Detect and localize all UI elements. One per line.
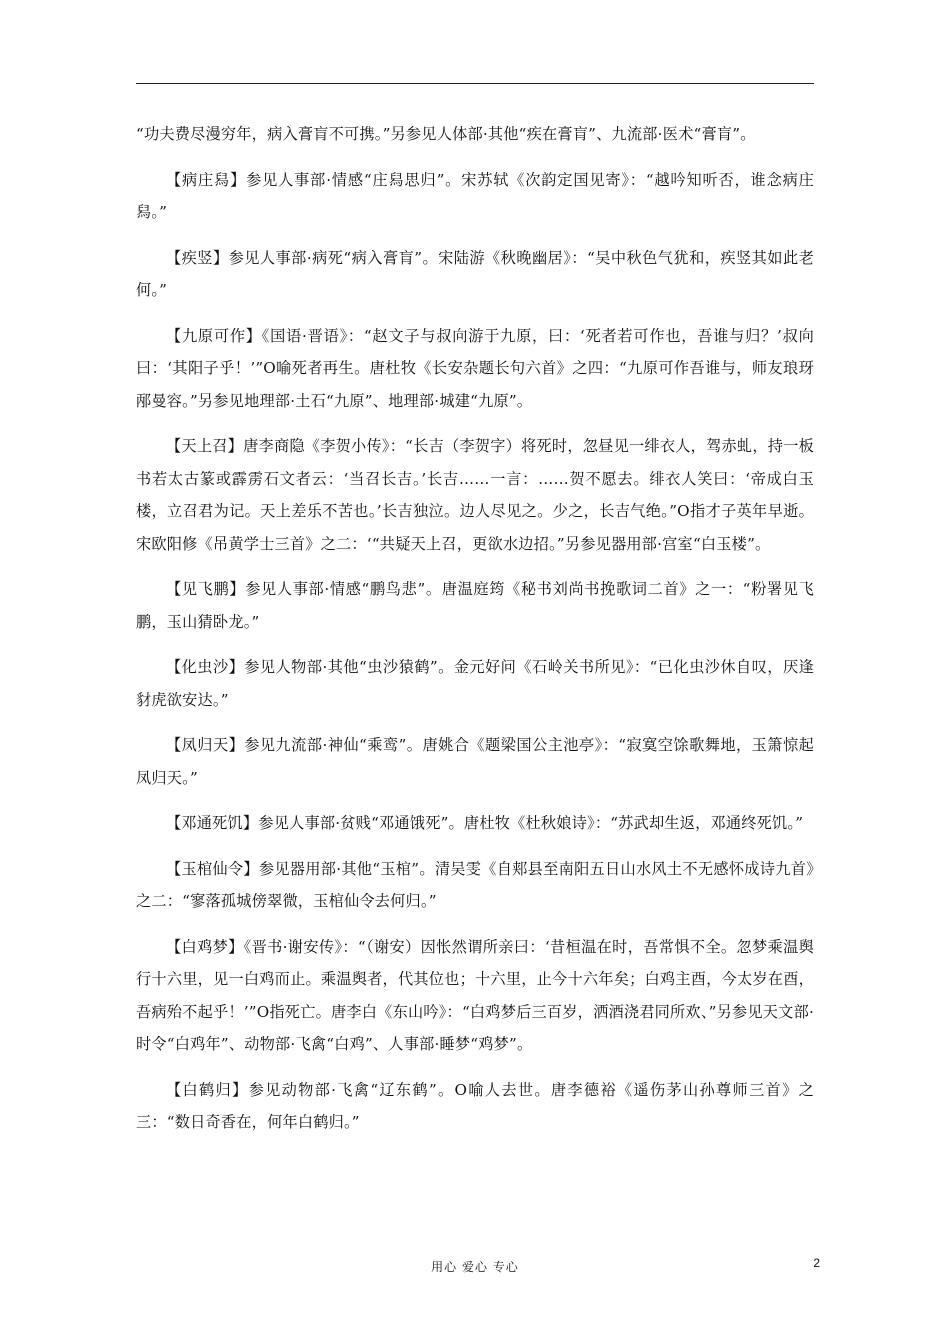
entry-ji-shu: 【疾竖】参见人事部·病死“病入膏肓”。宋陆游《秋晚幽居》：“吴中秋色气犹和，疾竖其如此老何。” [136,248,814,299]
paragraph-continuation: “功夫费尽漫穷年，病入膏肓不可携。”另参见人体部·其他“疾在膏肓”、九流部·医术“膏肓”。 [136,125,756,143]
entry-jiu-yuan-ke-zuo: 【九原可作】《国语·晋语》：“赵文子与叔向游于九原，曰：‘死者若可作也，吾谁与归？’叔向曰：‘其阳子乎！’”O喻死者再生。唐杜牧《长安杂题长句六首》之四：“九原可作吾谁与，师友琅玡邴曼容。”另参见地理部·土石“九原”、地理部·城建“九原”。 [136,326,814,410]
header-rule [136,83,814,84]
entry-bai-he-gui: 【白鹤归】参见动物部·飞禽“辽东鹤”。O喻人去世。唐李德裕《遥伤茅山孙尊师三首》之三：“数日奇香在，何年白鹤归。” [136,1080,814,1131]
entry-hua-chong-sha: 【化虫沙】参见人物部·其他“虫沙猿鹤”。金元好问《石岭关书所见》：“已化虫沙休自叹，厌逢豺虎欲安达。” [136,658,814,709]
entry-feng-gui-tian: 【凤归天】参见九流部·神仙“乘鸾”。唐姚合《题梁国公主池亭》：“寂寞空馀歌舞地，玉箫惊起凤归天。” [136,736,814,787]
page-number: 2 [813,1256,820,1270]
entry-bai-ji-meng: 【白鸡梦】《晋书·谢安传》：“（谢安）因怅然谓所亲曰：‘昔桓温在时，吾常惧不全。忽梦乘温舆行十六里，见一白鸡而止。乘温舆者，代其位也；十六里，止今十六年矣；白鸡主酉，今太岁在酉，吾病殆不起乎！’”O指死亡。唐李白《东山吟》：“白鸡梦后三百岁，洒酒浇君同所欢、”另参见天文部·时令“白鸡年”、动物部·飞禽“白鸡”、人事部·睡梦“鸡梦”。 [136,937,814,1053]
entry-deng-tong-si-ji: 【邓通死饥】参见人事部·贫贱“邓通饿死”。唐杜牧《杜秋娘诗》：“苏武却生返，邓通终死饥。” [166,814,804,832]
entry-yu-guan-xian-ling: 【玉棺仙令】参见器用部·其他“玉棺”。清吴雯《自郏县至南阳五日山水风土不无感怀成诗九首》之二：“寥落孤城傍翠微，玉棺仙令去何归。” [136,859,814,910]
entry-tian-shang-zhao: 【天上召】唐李商隐《李贺小传》：“长吉（李贺字）将死时，忽昼见一绯衣人，驾赤虬，持一板书若太古篆或霹雳石文者云：‘当召长吉。’长吉……一言：……贺不愿去。绯衣人笑曰：‘帝成白玉楼，立召君为记。天上差乐不苦也。’长吉独泣。边人尽见之。少之，长吉气绝。”O指才子英年早逝。宋欧阳修《吊黄学士三首》之二：‘“共疑天上召，更欲水边招。”另参见器用部·宫室“白玉楼”。 [136,437,814,553]
document-body [136,118,814,1152]
entry-jian-fei-peng: 【见飞鹏】参见人事部·情感“鹏鸟悲”。唐温庭筠《秘书刘尚书挽歌词二首》之一：“粉署见飞鹏，玉山猜卧龙。” [136,580,814,631]
footer-motto: 用心 爱心 专心 [431,1260,519,1274]
entry-bing-zhuang-xi: 【病庄舄】参见人事部·情感“庄舄思归”。宋苏轼《次韵定国见寄》：“越吟知听否，谁念病庄舄。” [136,170,814,221]
